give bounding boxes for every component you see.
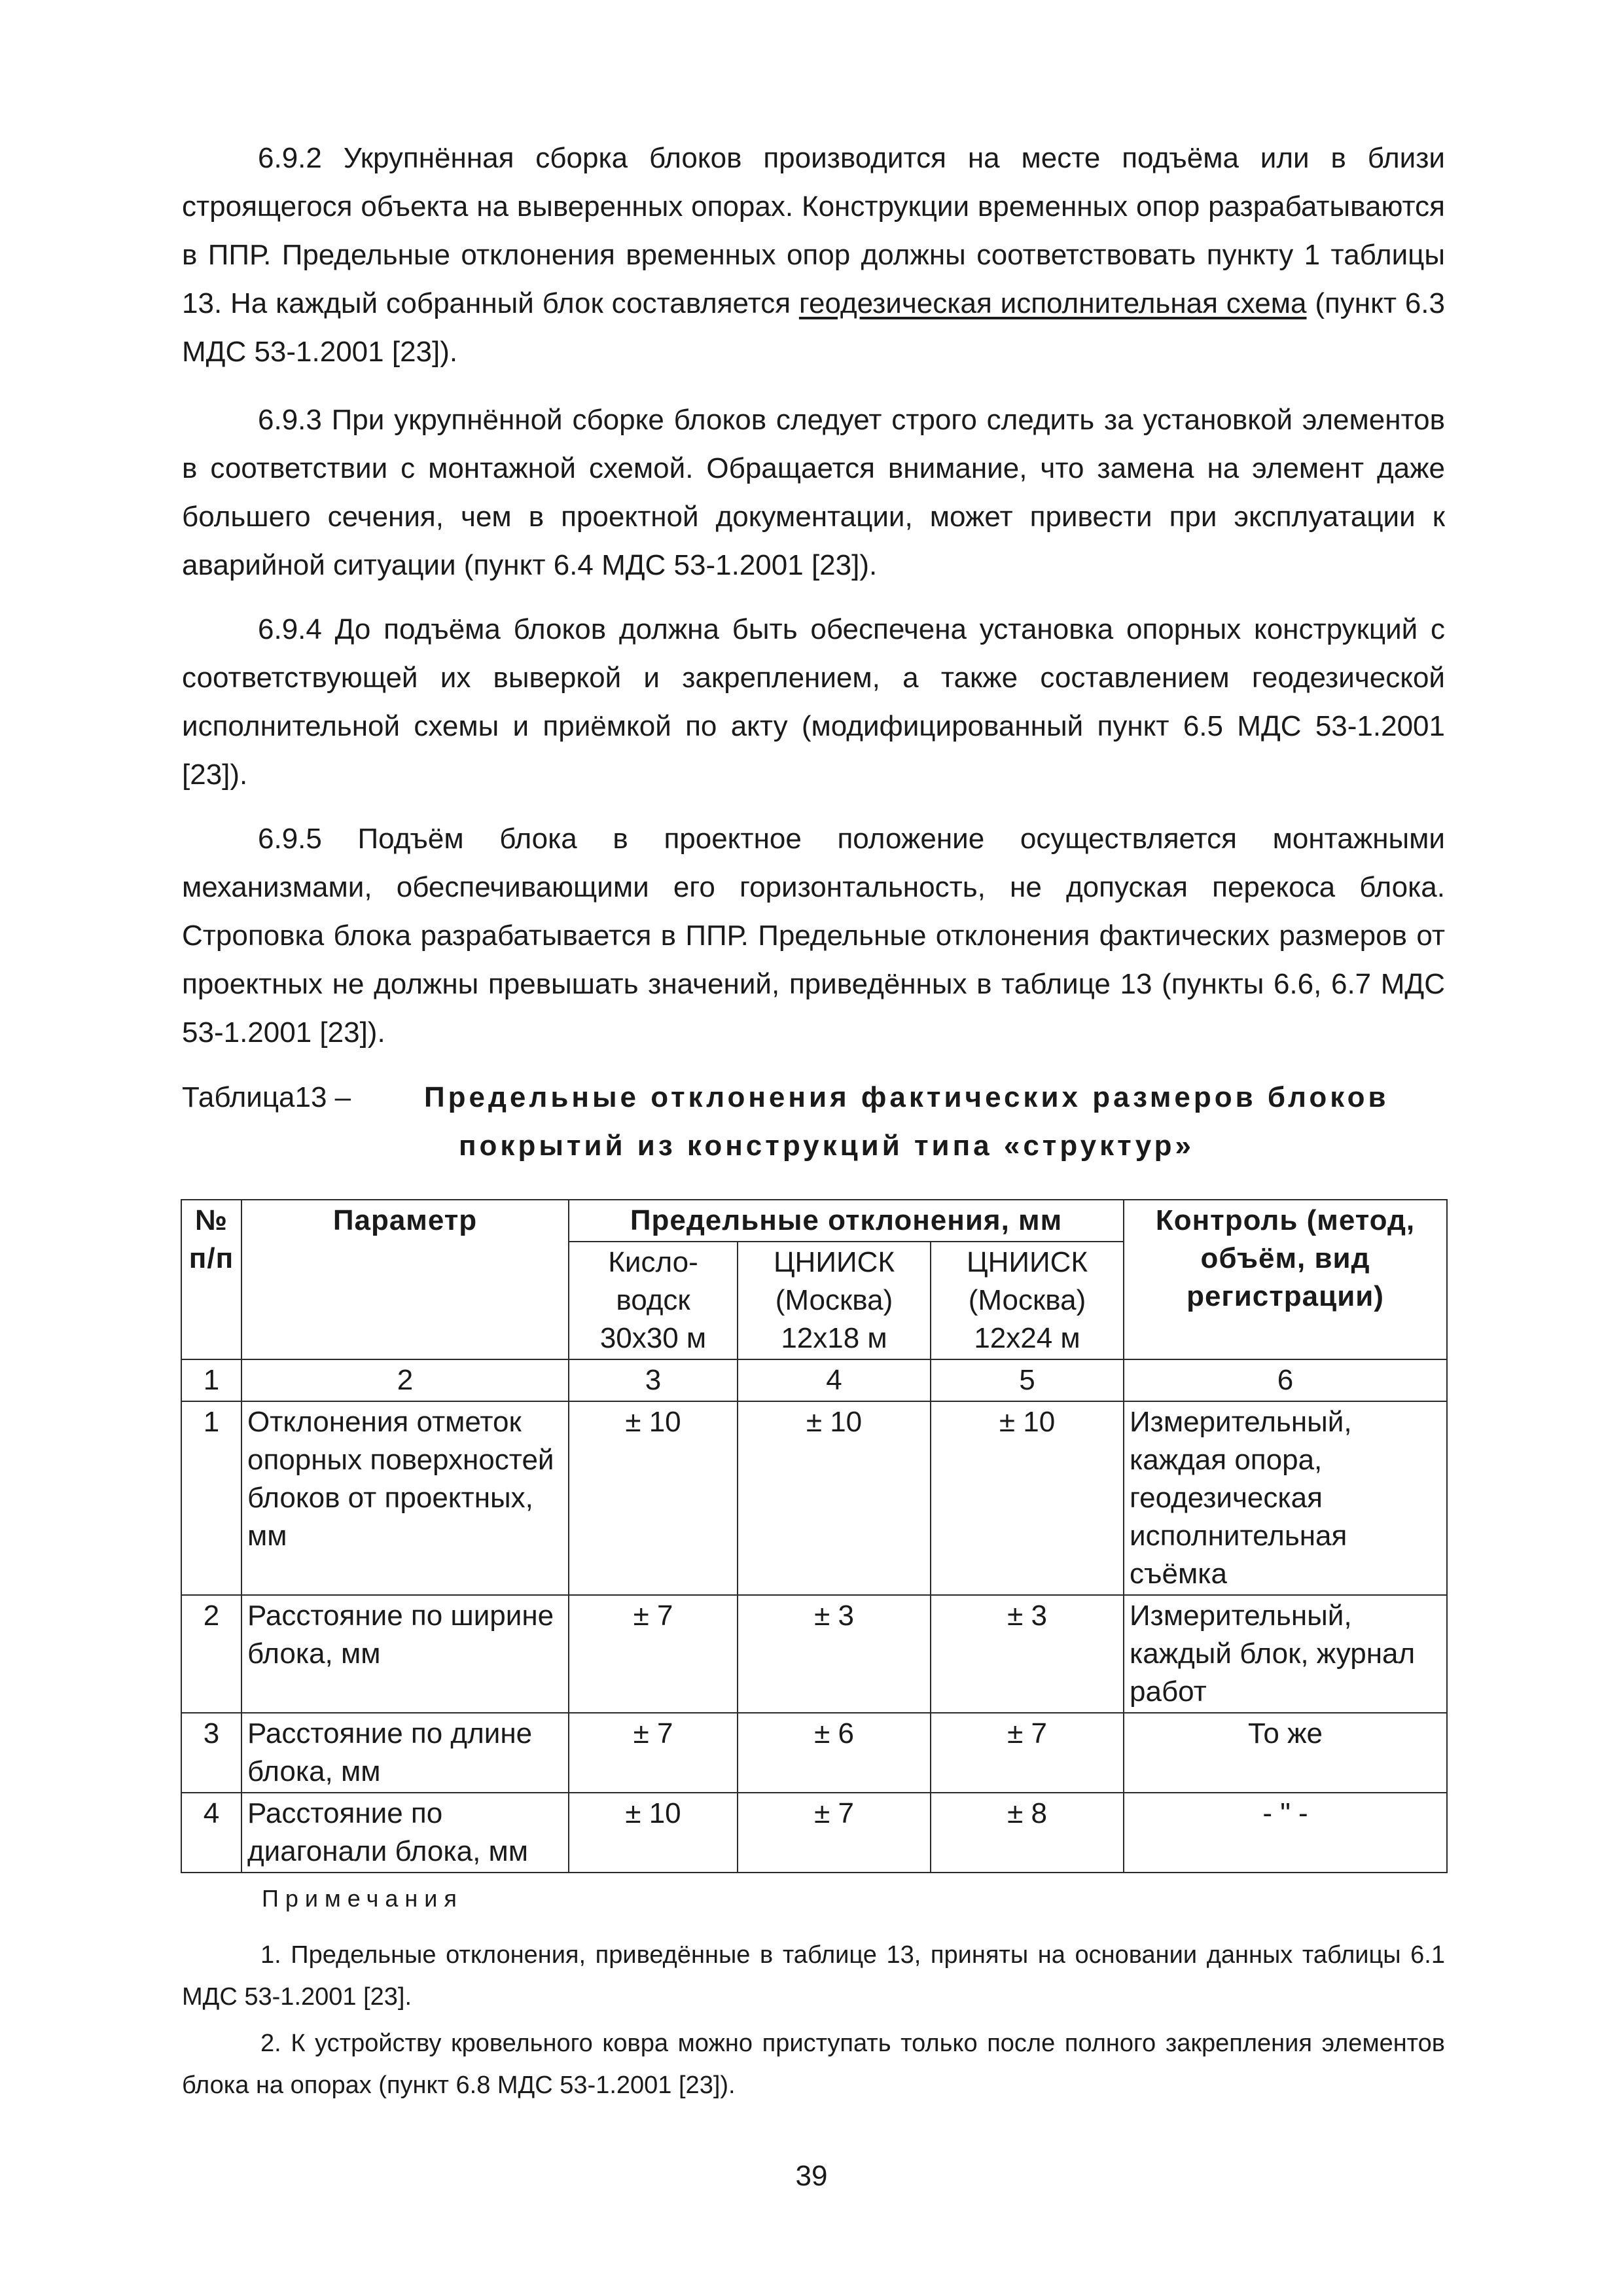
row-control: Измерительный, каждая опора, геодезическая исполнительная съёмка xyxy=(1124,1401,1447,1595)
row-value-cniisk-12x18: ± 6 xyxy=(738,1713,931,1793)
row-control: Измерительный, каждый блок, журнал работ xyxy=(1124,1595,1447,1713)
row-value-kislovodsk: ± 7 xyxy=(569,1595,738,1713)
table-row xyxy=(181,1401,1447,1595)
row-num: 1 xyxy=(181,1401,241,1595)
table-row xyxy=(181,1793,1447,1873)
row-value-kislovodsk: ± 7 xyxy=(569,1713,738,1793)
header-param: Параметр xyxy=(241,1200,569,1359)
paragraph-6-9-2-text: 6.9.2 Укрупнённая сборка блоков производится на месте подъёма или в близи строящегося объекта на выверенных опорах. Конструкции временных опор разрабатываются в ППР. Предельные отклонения временных опор должны соответствовать пункту 1 таблицы 13. На каждый собранный блок составляется xyxy=(182,142,1445,319)
row-value-cniisk-12x24: ± 7 xyxy=(931,1713,1124,1793)
row-param: Расстояние по длине блока, мм xyxy=(241,1713,569,1793)
row-value-cniisk-12x24: ± 3 xyxy=(931,1595,1124,1713)
table-header-row xyxy=(181,1200,1447,1242)
row-control: - " - xyxy=(1124,1793,1447,1873)
paragraph-6-9-4: 6.9.4 До подъёма блоков должна быть обеспечена установка опорных конструкций с соответствующей их выверкой и закреплением, а также составлением геодезической исполнительной схемы и приёмкой по акту (модифицированный пункт 6.5 МДС 53-1.2001 [23]). xyxy=(182,613,1445,791)
header-deviations: Предельные отклонения, мм xyxy=(569,1200,1124,1242)
col-number: 4 xyxy=(738,1359,931,1401)
paragraph-6-9-5: 6.9.5 Подъём блока в проектное положение осуществляется монтажными механизмами, обеспечивающими его горизонтальность, не допуская перекоса блока. Строповка блока разрабатывается в ППР. Предельные отклонения фактических размеров от проектных не должны превышать значений, приведённых в таблице 13 (пункты 6.6, 6.7 МДС 53-1.2001 [23]). xyxy=(182,823,1445,1049)
row-value-kislovodsk: ± 10 xyxy=(569,1793,738,1873)
row-control: То же xyxy=(1124,1713,1447,1793)
header-control: Контроль (метод, объём, вид регистрации) xyxy=(1124,1200,1447,1359)
col-number: 2 xyxy=(241,1359,569,1401)
column-number-row xyxy=(181,1359,1447,1401)
table-row xyxy=(181,1713,1447,1793)
row-num: 3 xyxy=(181,1713,241,1793)
row-value-cniisk-12x24: ± 8 xyxy=(931,1793,1124,1873)
header-kislovodsk: Кисло-водск 30х30 м xyxy=(569,1242,738,1359)
paragraph-6-9-2-ref: (пункт 6.3 МДС 53-1.2001 [23]). xyxy=(182,287,1445,368)
notes-title: Примечания xyxy=(262,1885,463,1912)
row-value-kislovodsk: ± 10 xyxy=(569,1401,738,1595)
row-value-cniisk-12x18: ± 3 xyxy=(738,1595,931,1713)
col-number: 1 xyxy=(181,1359,241,1401)
row-param: Расстояние по диагонали блока, мм xyxy=(241,1793,569,1873)
row-param: Отклонения отметок опорных поверхностей блоков от проектных, мм xyxy=(241,1401,569,1595)
geodetic-scheme-link: геодезическая исполнительная схема xyxy=(798,287,1307,319)
col-number: 6 xyxy=(1124,1359,1447,1401)
col-number: 5 xyxy=(931,1359,1124,1401)
header-cniisk-12x24: ЦНИИСК (Москва) 12х24 м xyxy=(931,1242,1124,1359)
note-1: 1. Предельные отклонения, приведённые в таблице 13, приняты на основании данных таблицы 6.1 МДС 53-1.2001 [23]. xyxy=(182,1941,1445,2011)
paragraph-6-9-3: 6.9.3 При укрупнённой сборке блоков следует строго следить за установкой элементов в соответствии с монтажной схемой. Обращается внимание, что замена на элемент даже большего сечения, чем в проектной документации, может привести при эксплуатации к аварийной ситуации (пункт 6.4 МДС 53-1.2001 [23]). xyxy=(182,404,1445,581)
row-value-cniisk-12x18: ± 10 xyxy=(738,1401,931,1595)
table-label: Таблица13 – xyxy=(182,1081,351,1113)
note-2: 2. К устройству кровельного ковра можно приступать только после полного закрепления элементов блока на опорах (пункт 6.8 МДС 53-1.2001 [23]). xyxy=(182,2030,1445,2099)
row-value-cniisk-12x18: ± 7 xyxy=(738,1793,931,1873)
table-title-line1: Предельные отклонения фактических размеров блоков xyxy=(424,1081,1389,1113)
row-param: Расстояние по ширине блока, мм xyxy=(241,1595,569,1713)
page-number: 39 xyxy=(795,2160,828,2192)
deviation-table xyxy=(181,1199,1448,1873)
header-num: № п/п xyxy=(181,1200,241,1359)
table-row xyxy=(181,1595,1447,1713)
row-num: 2 xyxy=(181,1595,241,1713)
table-caption xyxy=(182,1073,1445,1170)
table-title-line2: покрытий из конструкций типа «структур» xyxy=(458,1130,1195,1162)
row-value-cniisk-12x24: ± 10 xyxy=(931,1401,1124,1595)
header-cniisk-12x18: ЦНИИСК (Москва) 12х18 м xyxy=(738,1242,931,1359)
paragraph-6-9-2 xyxy=(182,134,1445,376)
row-num: 4 xyxy=(181,1793,241,1873)
col-number: 3 xyxy=(569,1359,738,1401)
